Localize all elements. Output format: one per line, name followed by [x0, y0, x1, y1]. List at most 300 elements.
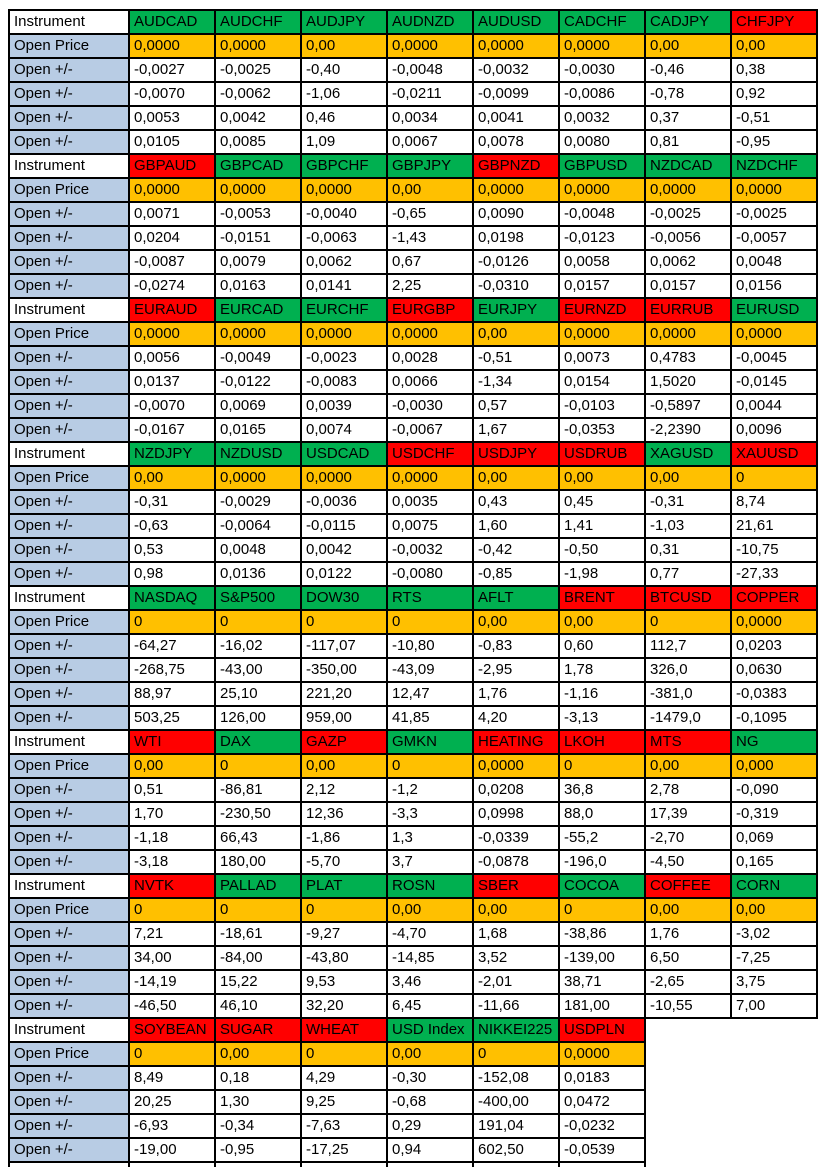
change-value-cell[interactable]: 0,0203 [731, 634, 817, 658]
open-change-label-cell[interactable]: Open +/- [9, 946, 129, 970]
change-value-cell[interactable]: 0,45 [559, 490, 645, 514]
change-value-cell[interactable]: 36,8 [559, 778, 645, 802]
change-value-cell[interactable]: -0,30 [387, 1066, 473, 1090]
change-value-cell[interactable]: -0,0070 [129, 82, 215, 106]
change-value-cell[interactable]: -3,13 [559, 706, 645, 730]
change-value-cell[interactable]: 0,81 [645, 130, 731, 154]
instrument-header-cell[interactable]: EURAUD [129, 298, 215, 322]
instrument-header-cell[interactable]: ROSN [387, 874, 473, 898]
change-value-cell[interactable]: 0,0075 [387, 514, 473, 538]
open-price-cell[interactable]: 0,0000 [215, 466, 301, 490]
change-value-cell[interactable]: 0,0032 [559, 106, 645, 130]
change-value-cell[interactable]: -0,0080 [387, 562, 473, 586]
change-value-cell[interactable]: 66,43 [215, 826, 301, 850]
change-value-cell[interactable]: -0,0126 [473, 250, 559, 274]
instrument-header-cell[interactable]: CADCHF [559, 10, 645, 34]
open-price-cell[interactable]: 0,00 [645, 34, 731, 58]
change-value-cell[interactable]: 3,52 [473, 946, 559, 970]
change-value-cell[interactable]: -3,3 [387, 802, 473, 826]
open-price-cell[interactable]: 0 [387, 754, 473, 778]
change-value-cell[interactable]: 0,0183 [559, 1066, 645, 1090]
instrument-header-cell[interactable]: XAGUSD [645, 442, 731, 466]
change-value-cell[interactable]: 191,04 [473, 1114, 559, 1138]
change-value-cell[interactable]: -0,0030 [559, 58, 645, 82]
change-value-cell[interactable]: 0,0136 [215, 562, 301, 586]
open-change-label-cell[interactable]: Open +/- [9, 130, 129, 154]
change-value-cell[interactable]: 0,0079 [215, 250, 301, 274]
open-change-label-cell[interactable]: Open +/- [9, 202, 129, 226]
change-value-cell[interactable]: -2,01 [473, 970, 559, 994]
change-value-cell[interactable]: 1,5020 [645, 370, 731, 394]
instrument-header-cell[interactable]: DAX [215, 730, 301, 754]
change-value-cell[interactable]: 3,75 [731, 970, 817, 994]
change-value-cell[interactable]: 0,0053 [129, 106, 215, 130]
open-price-cell[interactable]: 0,0000 [301, 178, 387, 202]
open-price-cell[interactable]: 0,00 [215, 1042, 301, 1066]
change-value-cell[interactable]: -0,0027 [129, 58, 215, 82]
change-value-cell[interactable]: -0,0053 [215, 202, 301, 226]
instrument-header-cell[interactable]: COPPER [731, 586, 817, 610]
instrument-header-cell[interactable]: USDCAD [301, 442, 387, 466]
instrument-header-cell[interactable]: USD Index [387, 1018, 473, 1042]
open-price-cell[interactable]: 0,0000 [215, 178, 301, 202]
change-value-cell[interactable]: -0,51 [473, 346, 559, 370]
change-value-cell[interactable]: -43,80 [301, 946, 387, 970]
instrument-header-cell[interactable]: BTCUSD [645, 586, 731, 610]
change-value-cell[interactable]: -11,66 [473, 994, 559, 1018]
change-value-cell[interactable]: 0,0472 [559, 1090, 645, 1114]
change-value-cell[interactable]: -16,02 [215, 634, 301, 658]
instrument-header-cell[interactable]: EURUSD [731, 298, 817, 322]
open-price-cell[interactable]: 0,0000 [129, 322, 215, 346]
change-value-cell[interactable]: 0,38 [731, 58, 817, 82]
change-value-cell[interactable]: -196,0 [559, 850, 645, 874]
change-value-cell[interactable]: 0,0074 [301, 418, 387, 442]
instrument-header-cell[interactable]: AUDJPY [301, 10, 387, 34]
change-value-cell[interactable]: 0,0998 [473, 802, 559, 826]
open-price-cell[interactable]: 0 [215, 898, 301, 922]
change-value-cell[interactable]: 112,7 [645, 634, 731, 658]
open-change-label-cell[interactable]: Open +/- [9, 778, 129, 802]
change-value-cell[interactable]: 0,0080 [559, 130, 645, 154]
change-value-cell[interactable]: -0,42 [473, 538, 559, 562]
open-price-cell[interactable]: 0,0000 [129, 178, 215, 202]
open-change-label-cell[interactable]: Open +/- [9, 1066, 129, 1090]
instrument-header-cell[interactable]: USDRUB [559, 442, 645, 466]
open-price-cell[interactable]: 0 [559, 754, 645, 778]
instrument-header-cell[interactable]: NIKKEI225 [473, 1018, 559, 1042]
change-value-cell[interactable]: -5,70 [301, 850, 387, 874]
change-value-cell[interactable]: -0,0211 [387, 82, 473, 106]
change-value-cell[interactable]: -0,0086 [559, 82, 645, 106]
change-value-cell[interactable]: 0,0208 [473, 778, 559, 802]
change-value-cell[interactable]: 0,069 [731, 826, 817, 850]
open-price-cell[interactable]: 0,0000 [559, 34, 645, 58]
change-value-cell[interactable]: 0,0035 [387, 490, 473, 514]
change-value-cell[interactable]: 25,10 [215, 682, 301, 706]
change-value-cell[interactable]: 2,12 [301, 778, 387, 802]
change-value-cell[interactable]: 0,0078 [473, 130, 559, 154]
change-value-cell[interactable]: -0,0232 [559, 1114, 645, 1138]
change-value-cell[interactable]: -0,5897 [645, 394, 731, 418]
instrument-header-cell[interactable]: EURGBP [387, 298, 473, 322]
change-value-cell[interactable]: -3,18 [129, 850, 215, 874]
change-value-cell[interactable]: 0,0071 [129, 202, 215, 226]
change-value-cell[interactable]: 0,0034 [387, 106, 473, 130]
change-value-cell[interactable]: -43,00 [215, 658, 301, 682]
change-value-cell[interactable]: 602,50 [473, 1138, 559, 1162]
change-value-cell[interactable]: -14,85 [387, 946, 473, 970]
change-value-cell[interactable]: -0,0062 [215, 82, 301, 106]
change-value-cell[interactable]: 0,0630 [731, 658, 817, 682]
change-value-cell[interactable]: -2,70 [645, 826, 731, 850]
open-price-cell[interactable]: 0,00 [559, 466, 645, 490]
open-change-label-cell[interactable]: Open +/- [9, 274, 129, 298]
open-change-label-cell[interactable]: Open +/- [9, 106, 129, 130]
change-value-cell[interactable]: -0,0878 [473, 850, 559, 874]
change-value-cell[interactable]: 0,0137 [129, 370, 215, 394]
change-value-cell[interactable]: 9,53 [301, 970, 387, 994]
change-value-cell[interactable]: -14,19 [129, 970, 215, 994]
instrument-header-cell[interactable]: WHEAT [301, 1018, 387, 1042]
change-value-cell[interactable]: -0,34 [215, 1114, 301, 1138]
open-price-cell[interactable]: 0,00 [645, 466, 731, 490]
change-value-cell[interactable]: -0,0145 [731, 370, 817, 394]
open-change-label-cell[interactable]: Open +/- [9, 634, 129, 658]
open-price-cell[interactable]: 0 [559, 898, 645, 922]
change-value-cell[interactable]: -1,2 [387, 778, 473, 802]
instrument-header-cell[interactable]: NZDJPY [129, 442, 215, 466]
instrument-header-cell[interactable]: GBPJPY [387, 154, 473, 178]
open-change-label-cell[interactable]: Open +/- [9, 418, 129, 442]
change-value-cell[interactable]: 0,0156 [731, 274, 817, 298]
open-change-label-cell[interactable]: Open +/- [9, 706, 129, 730]
change-value-cell[interactable]: -43,09 [387, 658, 473, 682]
change-value-cell[interactable]: -0,95 [215, 1138, 301, 1162]
change-value-cell[interactable]: 0,92 [731, 82, 817, 106]
instrument-header-cell[interactable]: GMKN [387, 730, 473, 754]
instrument-header-cell[interactable]: S&P500 [215, 586, 301, 610]
instrument-label-cell[interactable]: Instrument [9, 586, 129, 610]
change-value-cell[interactable]: -350,00 [301, 658, 387, 682]
open-change-label-cell[interactable]: Open +/- [9, 490, 129, 514]
change-value-cell[interactable]: 1,41 [559, 514, 645, 538]
change-value-cell[interactable]: -0,65 [387, 202, 473, 226]
instrument-header-cell[interactable]: COFFEE [645, 874, 731, 898]
change-value-cell[interactable]: -0,0045 [731, 346, 817, 370]
change-value-cell[interactable]: -0,0083 [301, 370, 387, 394]
change-value-cell[interactable]: 0,165 [731, 850, 817, 874]
change-value-cell[interactable]: 4,29 [301, 1066, 387, 1090]
change-value-cell[interactable]: 3,7 [387, 850, 473, 874]
change-value-cell[interactable]: -86,81 [215, 778, 301, 802]
change-value-cell[interactable]: 0,0028 [387, 346, 473, 370]
open-change-label-cell[interactable]: Open +/- [9, 82, 129, 106]
change-value-cell[interactable]: -381,0 [645, 682, 731, 706]
change-value-cell[interactable]: -9,27 [301, 922, 387, 946]
open-price-cell[interactable]: 0,0000 [301, 322, 387, 346]
instrument-header-cell[interactable]: USDPLN [559, 1018, 645, 1042]
change-value-cell[interactable]: 0,67 [387, 250, 473, 274]
change-value-cell[interactable]: 0,29 [387, 1114, 473, 1138]
open-change-label-cell[interactable]: Open +/- [9, 1090, 129, 1114]
change-value-cell[interactable]: 0,0105 [129, 130, 215, 154]
change-value-cell[interactable]: 0,0058 [559, 250, 645, 274]
change-value-cell[interactable]: -4,50 [645, 850, 731, 874]
change-value-cell[interactable]: 6,45 [387, 994, 473, 1018]
change-value-cell[interactable]: 1,76 [473, 682, 559, 706]
change-value-cell[interactable]: 0,0039 [301, 394, 387, 418]
change-value-cell[interactable]: -0,40 [301, 58, 387, 82]
change-value-cell[interactable]: -0,0115 [301, 514, 387, 538]
instrument-header-cell[interactable]: GBPCAD [215, 154, 301, 178]
instrument-header-cell[interactable]: HEATING [473, 730, 559, 754]
instrument-header-cell[interactable]: NASDAQ [129, 586, 215, 610]
change-value-cell[interactable]: -0,090 [731, 778, 817, 802]
change-value-cell[interactable]: 0,0044 [731, 394, 817, 418]
change-value-cell[interactable]: -84,00 [215, 946, 301, 970]
open-price-cell[interactable]: 0,00 [129, 754, 215, 778]
open-price-cell[interactable]: 0,0000 [215, 34, 301, 58]
instrument-header-cell[interactable]: EURRUB [645, 298, 731, 322]
change-value-cell[interactable]: -0,1095 [731, 706, 817, 730]
change-value-cell[interactable]: 9,25 [301, 1090, 387, 1114]
change-value-cell[interactable]: 180,00 [215, 850, 301, 874]
change-value-cell[interactable]: -0,0070 [129, 394, 215, 418]
change-value-cell[interactable]: 0,0048 [731, 250, 817, 274]
change-value-cell[interactable]: 503,25 [129, 706, 215, 730]
change-value-cell[interactable]: 0,51 [129, 778, 215, 802]
instrument-header-cell[interactable]: AUDNZD [387, 10, 473, 34]
change-value-cell[interactable]: 181,00 [559, 994, 645, 1018]
open-price-cell[interactable]: 0,0000 [731, 322, 817, 346]
open-change-label-cell[interactable]: Open +/- [9, 682, 129, 706]
open-price-cell[interactable]: 0,00 [559, 610, 645, 634]
instrument-label-cell[interactable]: Instrument [9, 10, 129, 34]
change-value-cell[interactable]: -1,43 [387, 226, 473, 250]
change-value-cell[interactable]: 0,98 [129, 562, 215, 586]
change-value-cell[interactable]: 15,22 [215, 970, 301, 994]
open-change-label-cell[interactable]: Open +/- [9, 250, 129, 274]
change-value-cell[interactable]: -1,03 [645, 514, 731, 538]
instrument-header-cell[interactable]: EURCHF [301, 298, 387, 322]
instrument-header-cell[interactable]: NG [731, 730, 817, 754]
change-value-cell[interactable]: -1,18 [129, 826, 215, 850]
change-value-cell[interactable]: -0,0029 [215, 490, 301, 514]
change-value-cell[interactable]: -19,00 [129, 1138, 215, 1162]
change-value-cell[interactable]: 0,0069 [215, 394, 301, 418]
open-price-cell[interactable]: 0,00 [301, 754, 387, 778]
open-price-cell[interactable]: 0 [731, 466, 817, 490]
change-value-cell[interactable]: -64,27 [129, 634, 215, 658]
change-value-cell[interactable]: 0,0096 [731, 418, 817, 442]
open-price-cell[interactable]: 0,00 [473, 610, 559, 634]
change-value-cell[interactable]: -0,85 [473, 562, 559, 586]
instrument-header-cell[interactable]: AUDCHF [215, 10, 301, 34]
change-value-cell[interactable]: -0,95 [731, 130, 817, 154]
change-value-cell[interactable]: -0,78 [645, 82, 731, 106]
change-value-cell[interactable]: -1,86 [301, 826, 387, 850]
change-value-cell[interactable]: 0,37 [645, 106, 731, 130]
open-price-cell[interactable]: 0,0000 [387, 322, 473, 346]
change-value-cell[interactable]: 2,78 [645, 778, 731, 802]
instrument-header-cell[interactable]: CORN [731, 874, 817, 898]
change-value-cell[interactable]: -0,0167 [129, 418, 215, 442]
open-price-cell[interactable]: 0 [215, 754, 301, 778]
change-value-cell[interactable]: -230,50 [215, 802, 301, 826]
open-change-label-cell[interactable]: Open +/- [9, 514, 129, 538]
open-price-cell[interactable]: 0 [301, 610, 387, 634]
instrument-header-cell[interactable]: NZDUSD [215, 442, 301, 466]
instrument-header-cell[interactable]: SUGAR [215, 1018, 301, 1042]
instrument-label-cell[interactable]: Instrument [9, 442, 129, 466]
change-value-cell[interactable]: -10,55 [645, 994, 731, 1018]
change-value-cell[interactable]: 0,0165 [215, 418, 301, 442]
change-value-cell[interactable]: -0,31 [129, 490, 215, 514]
open-price-cell[interactable]: 0,0000 [387, 466, 473, 490]
change-value-cell[interactable]: -17,25 [301, 1138, 387, 1162]
change-value-cell[interactable]: 1,60 [473, 514, 559, 538]
change-value-cell[interactable]: 0,0042 [301, 538, 387, 562]
open-change-label-cell[interactable]: Open +/- [9, 58, 129, 82]
open-price-cell[interactable]: 0 [129, 1042, 215, 1066]
change-value-cell[interactable]: 6,50 [645, 946, 731, 970]
change-value-cell[interactable]: 7,21 [129, 922, 215, 946]
instrument-header-cell[interactable]: CHFJPY [731, 10, 817, 34]
change-value-cell[interactable]: -0,0056 [645, 226, 731, 250]
change-value-cell[interactable]: -0,0099 [473, 82, 559, 106]
instrument-header-cell[interactable]: GBPUSD [559, 154, 645, 178]
instrument-header-cell[interactable]: SBER [473, 874, 559, 898]
change-value-cell[interactable]: -7,25 [731, 946, 817, 970]
open-change-label-cell[interactable]: Open +/- [9, 346, 129, 370]
open-price-label-cell[interactable]: Open Price [9, 610, 129, 634]
change-value-cell[interactable]: -117,07 [301, 634, 387, 658]
open-price-cell[interactable]: 0 [215, 610, 301, 634]
open-price-label-cell[interactable]: Open Price [9, 322, 129, 346]
change-value-cell[interactable]: -0,0122 [215, 370, 301, 394]
change-value-cell[interactable]: 126,00 [215, 706, 301, 730]
open-change-label-cell[interactable]: Open +/- [9, 922, 129, 946]
instrument-label-cell[interactable]: Instrument [9, 874, 129, 898]
change-value-cell[interactable]: 0,0041 [473, 106, 559, 130]
open-price-cell[interactable]: 0 [129, 898, 215, 922]
change-value-cell[interactable]: -0,51 [731, 106, 817, 130]
change-value-cell[interactable]: 0,53 [129, 538, 215, 562]
change-value-cell[interactable]: -0,50 [559, 538, 645, 562]
open-price-cell[interactable]: 0,0000 [731, 178, 817, 202]
open-price-cell[interactable]: 0,0000 [473, 34, 559, 58]
change-value-cell[interactable]: 0,46 [301, 106, 387, 130]
change-value-cell[interactable]: -0,0048 [387, 58, 473, 82]
change-value-cell[interactable]: -0,0032 [473, 58, 559, 82]
change-value-cell[interactable]: 38,71 [559, 970, 645, 994]
open-price-label-cell[interactable]: Open Price [9, 34, 129, 58]
instrument-header-cell[interactable]: GBPAUD [129, 154, 215, 178]
change-value-cell[interactable]: 1,76 [645, 922, 731, 946]
change-value-cell[interactable]: 41,85 [387, 706, 473, 730]
open-price-cell[interactable]: 0,00 [473, 322, 559, 346]
change-value-cell[interactable]: -1,16 [559, 682, 645, 706]
instrument-header-cell[interactable]: AUDCAD [129, 10, 215, 34]
change-value-cell[interactable]: -0,0103 [559, 394, 645, 418]
open-price-cell[interactable]: 0,000 [731, 754, 817, 778]
open-price-cell[interactable]: 0,0000 [559, 1042, 645, 1066]
change-value-cell[interactable]: -0,0539 [559, 1138, 645, 1162]
change-value-cell[interactable]: -27,33 [731, 562, 817, 586]
change-value-cell[interactable]: -2,95 [473, 658, 559, 682]
change-value-cell[interactable]: -0,319 [731, 802, 817, 826]
change-value-cell[interactable]: 20,25 [129, 1090, 215, 1114]
change-value-cell[interactable]: 0,0062 [301, 250, 387, 274]
change-value-cell[interactable]: -0,0339 [473, 826, 559, 850]
open-change-label-cell[interactable]: Open +/- [9, 370, 129, 394]
change-value-cell[interactable]: -6,93 [129, 1114, 215, 1138]
change-value-cell[interactable]: -2,65 [645, 970, 731, 994]
open-price-cell[interactable]: 0,0000 [473, 754, 559, 778]
change-value-cell[interactable]: -0,0063 [301, 226, 387, 250]
open-price-cell[interactable]: 0 [129, 610, 215, 634]
open-change-label-cell[interactable]: Open +/- [9, 994, 129, 1018]
instrument-header-cell[interactable]: NVTK [129, 874, 215, 898]
change-value-cell[interactable]: 0,0204 [129, 226, 215, 250]
change-value-cell[interactable]: -0,68 [387, 1090, 473, 1114]
instrument-header-cell[interactable]: PLAT [301, 874, 387, 898]
change-value-cell[interactable]: 0,0067 [387, 130, 473, 154]
instrument-header-cell[interactable]: EURCAD [215, 298, 301, 322]
open-price-cell[interactable]: 0,0000 [473, 178, 559, 202]
open-price-cell[interactable]: 0,00 [387, 898, 473, 922]
open-change-label-cell[interactable]: Open +/- [9, 802, 129, 826]
change-value-cell[interactable]: 0,0042 [215, 106, 301, 130]
open-price-cell[interactable]: 0 [301, 1042, 387, 1066]
instrument-header-cell[interactable]: PALLAD [215, 874, 301, 898]
instrument-header-cell[interactable]: XAUUSD [731, 442, 817, 466]
open-price-cell[interactable]: 0,0000 [559, 322, 645, 346]
change-value-cell[interactable]: 8,49 [129, 1066, 215, 1090]
open-change-label-cell[interactable]: Open +/- [9, 970, 129, 994]
change-value-cell[interactable]: -0,0030 [387, 394, 473, 418]
instrument-label-cell[interactable]: Instrument [9, 730, 129, 754]
change-value-cell[interactable]: 88,0 [559, 802, 645, 826]
change-value-cell[interactable]: 1,09 [301, 130, 387, 154]
change-value-cell[interactable]: -7,63 [301, 1114, 387, 1138]
open-price-cell[interactable]: 0,00 [129, 466, 215, 490]
change-value-cell[interactable]: 7,00 [731, 994, 817, 1018]
change-value-cell[interactable]: -18,61 [215, 922, 301, 946]
change-value-cell[interactable]: 32,20 [301, 994, 387, 1018]
change-value-cell[interactable]: -0,0383 [731, 682, 817, 706]
open-change-label-cell[interactable]: Open +/- [9, 850, 129, 874]
change-value-cell[interactable]: 0,0048 [215, 538, 301, 562]
change-value-cell[interactable]: 3,46 [387, 970, 473, 994]
open-price-cell[interactable]: 0 [387, 610, 473, 634]
instrument-header-cell[interactable]: RTS [387, 586, 473, 610]
change-value-cell[interactable]: -0,0025 [731, 202, 817, 226]
instrument-header-cell[interactable]: NZDCHF [731, 154, 817, 178]
change-value-cell[interactable]: -0,0049 [215, 346, 301, 370]
change-value-cell[interactable]: 0,31 [645, 538, 731, 562]
change-value-cell[interactable]: -0,0040 [301, 202, 387, 226]
instrument-header-cell[interactable]: GBPCHF [301, 154, 387, 178]
open-change-label-cell[interactable]: Open +/- [9, 1114, 129, 1138]
instrument-label-cell[interactable]: Instrument [9, 298, 129, 322]
change-value-cell[interactable]: 88,97 [129, 682, 215, 706]
instrument-header-cell[interactable]: GAZP [301, 730, 387, 754]
change-value-cell[interactable]: -0,63 [129, 514, 215, 538]
change-value-cell[interactable]: -139,00 [559, 946, 645, 970]
change-value-cell[interactable]: 0,0056 [129, 346, 215, 370]
